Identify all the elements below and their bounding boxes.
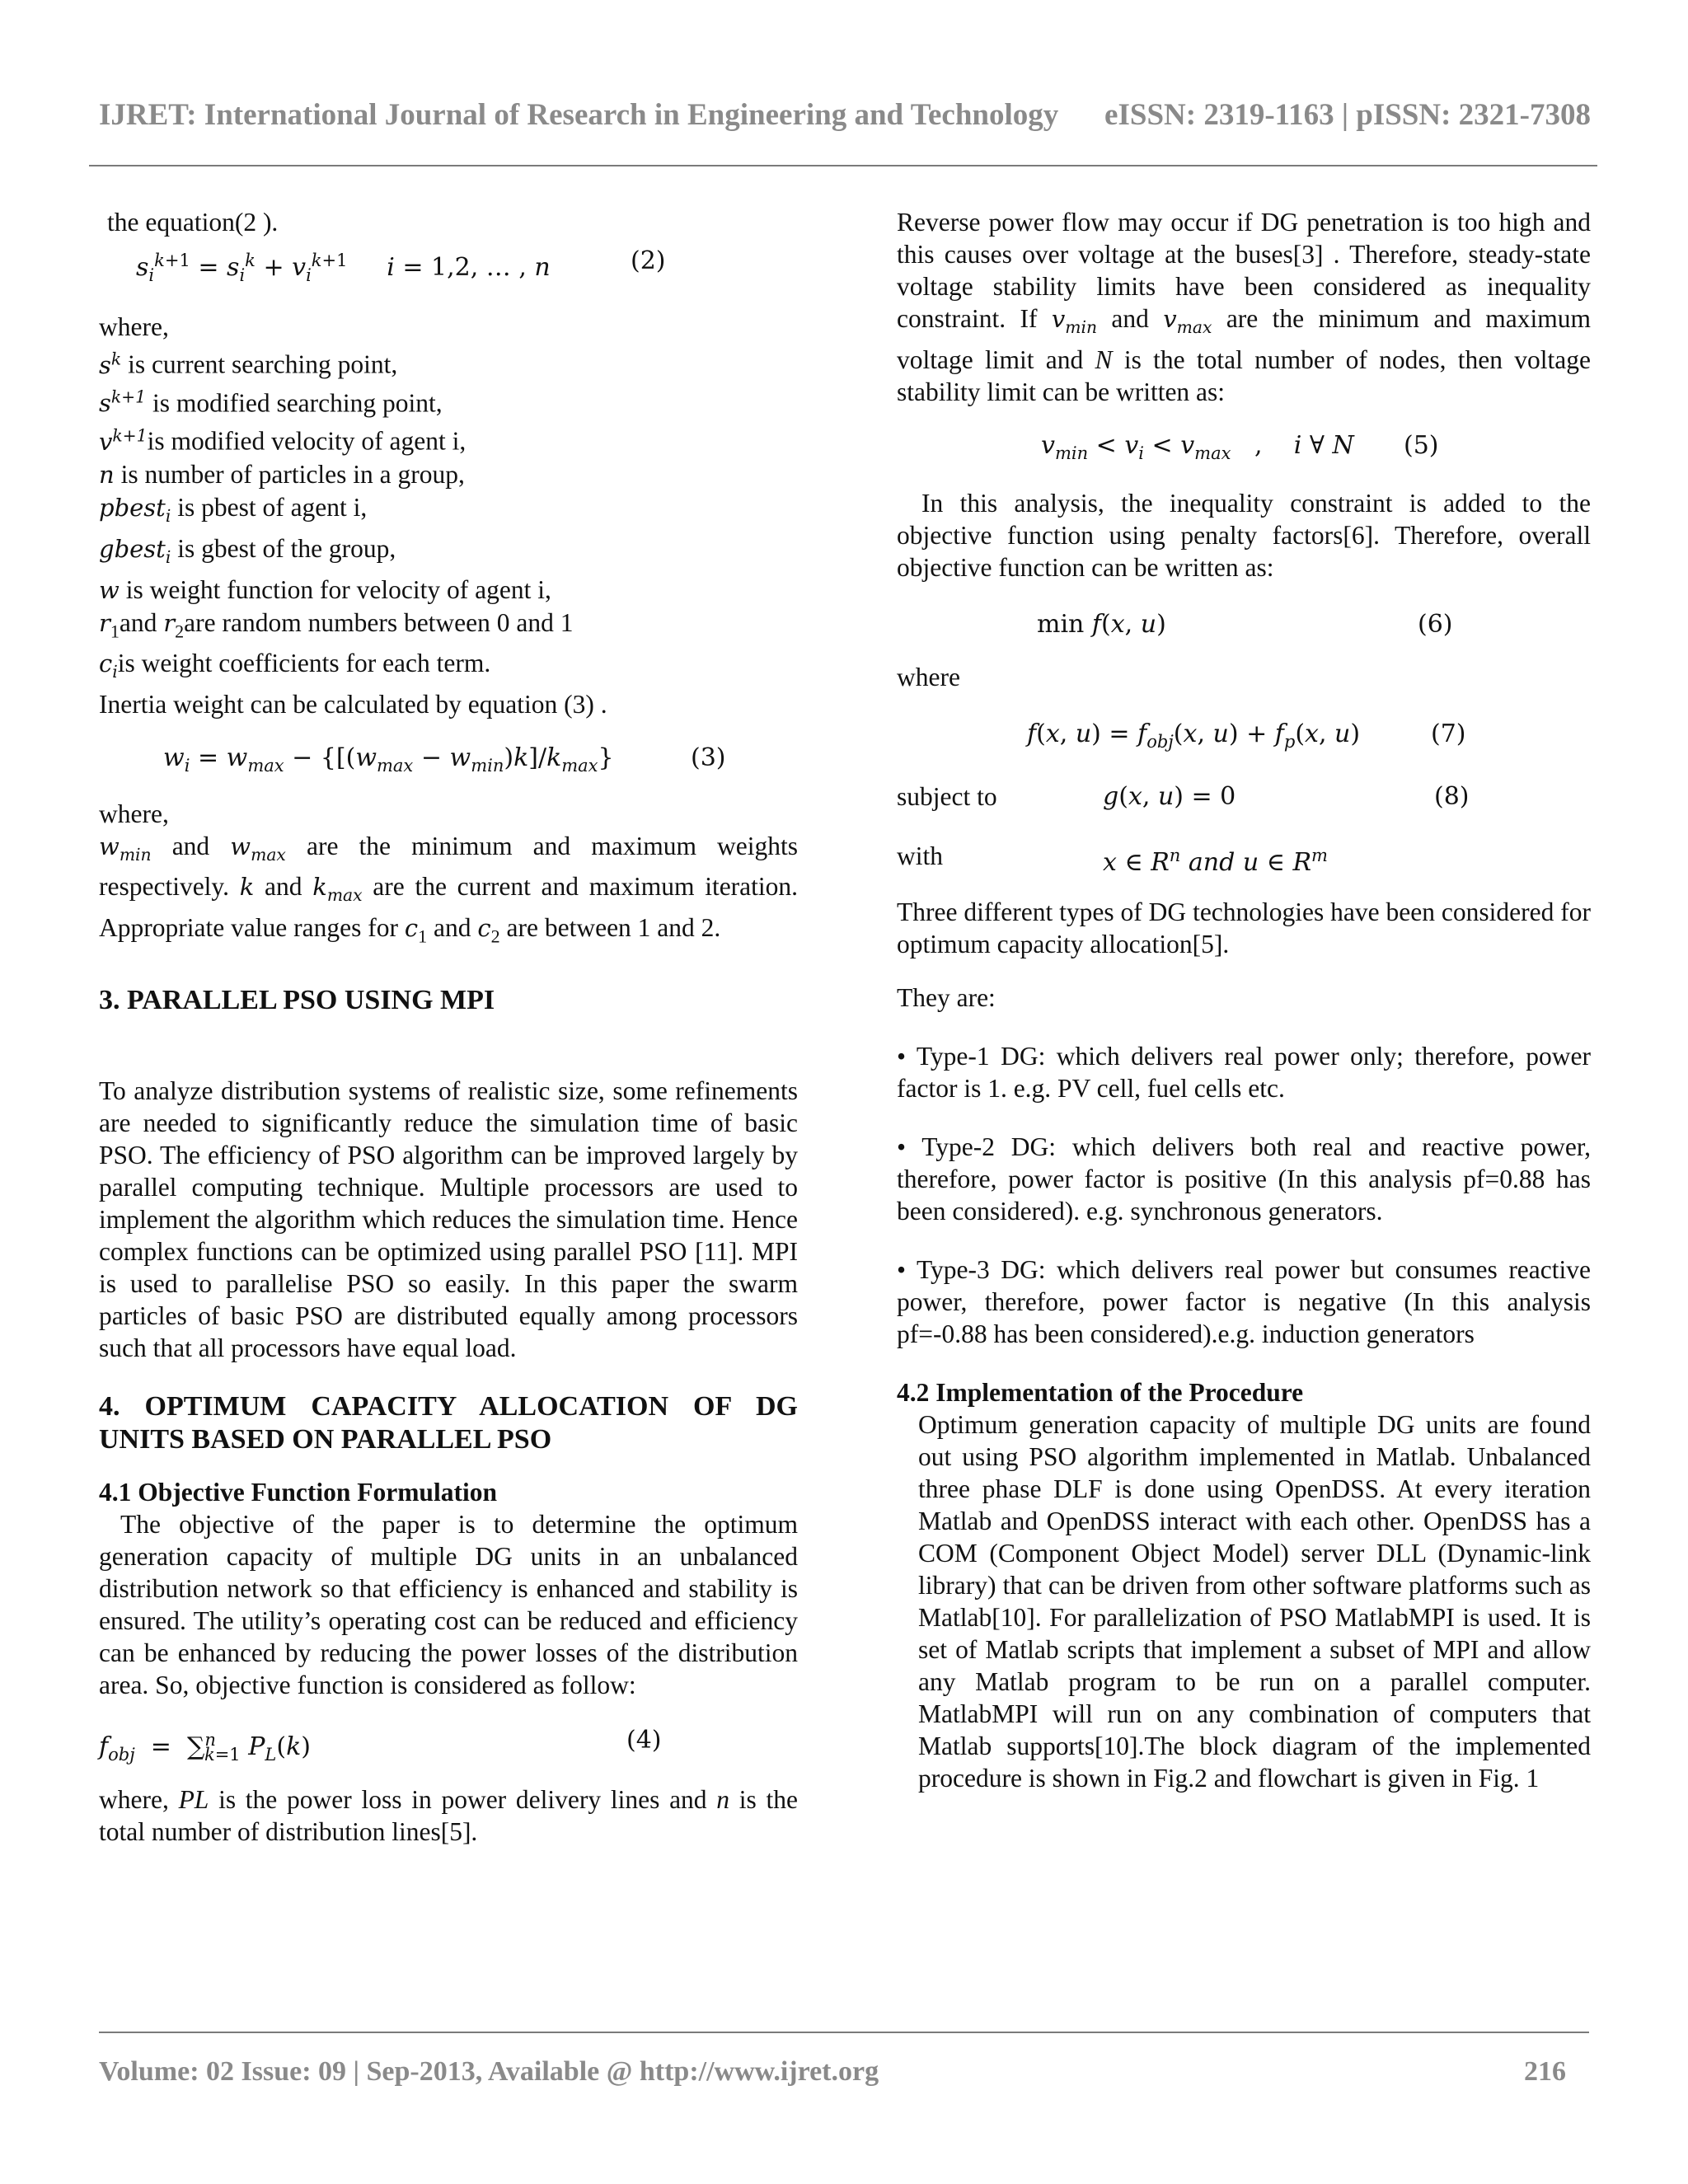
equation-7-number: (7)	[1431, 719, 1466, 748]
def-v-k1: $v^{k+1}is$ modified velocity of agent i,	[99, 425, 467, 456]
with-label: with	[897, 841, 944, 870]
equation-8-number: (8)	[1434, 781, 1470, 811]
header-rule	[89, 165, 1597, 166]
running-header	[99, 97, 1591, 133]
equation-3-number: (3)	[691, 743, 726, 772]
equation-2-expr: $s_i^{k+1} = s_i^k + v_i^{k+1}$ i = 1,2, … , n	[136, 251, 551, 285]
def-c: $c_iis$ weight coefficients for each term.	[99, 648, 491, 682]
section-3-title: 3. PARALLEL PSO USING MPI	[99, 984, 495, 1015]
bullet-type-1: • Type-1 DG: which delivers real power only; therefore, power factor is 1. e.g. PV cell, fuel cells etc.	[897, 1041, 1591, 1103]
domain-line	[897, 840, 1591, 876]
where-label-right: where	[897, 662, 960, 691]
equation-3	[99, 742, 798, 778]
equation-7	[897, 718, 1591, 754]
page-footer	[99, 2056, 1566, 2088]
bullet-type-2: • Type-2 DG: which delivers both real and reactive power, therefore, power factor is positive (In this analysis pf=0.88 has been considered). e.g. synchronous generators.	[897, 1132, 1591, 1226]
section-3-paragraph: To analyze distribution systems of realistic size, some refinements are needed to significantly reduce the simulation time of basic PSO. The efficiency of PSO algorithm can be improved largely by parallel computing technique. Multiple processors are used to implement the algorithm which reduces the simulation time. Hence complex functions can be optimized using parallel PSO [11]. MPI is used to parallelise PSO so easily. In this paper the swarm particles of basic PSO are distributed equally among processors such that all processors have equal load.	[99, 1076, 798, 1362]
def-s-k1: $s^{k+1}$ is modified searching point,	[99, 387, 443, 418]
def-gbest: gbest$_i$ is gbest of the group,	[99, 533, 396, 567]
equation-4-number: (4)	[626, 1725, 662, 1755]
def-n: n is number of particles in a group,	[99, 459, 465, 489]
section-4-title: 4. OPTIMUM CAPACITY ALLOCATION OF DG UNITS BASED ON PARALLEL PSO	[99, 1390, 798, 1455]
def-pbest: pbest$_i$ is pbest of agent i,	[99, 492, 368, 526]
subsection-4-1-paragraph: The objective of the paper is to determine the optimum generation capacity of multiple DG units in an unbalanced distribution network so that efficiency is enhanced and stability is ensured. The utility’s operating cost can be reduced and efficiency can be enhanced by reducing the power losses of the distribution area. So, objective function is considered as follow:	[99, 1509, 798, 1699]
equation-7-expr: f(x, $u) = f_{obj}(x$, $u) + f_p(x$, u)	[1027, 719, 1361, 752]
footer-volume-info: Volume: 02 Issue: 09 | Sep-2013, Available @ http://www.ijret.org	[99, 2056, 879, 2087]
equation-2	[99, 245, 798, 285]
journal-title: IJRET: International Journal of Research in Engineering and Technology	[99, 98, 1059, 132]
equation-4-expr: $f_{obj} = \sum^n_{k=1}$ $P_L(k)$	[99, 1729, 311, 1765]
inertia-line: Inertia weight can be calculated by equation (3) .	[99, 689, 607, 719]
where-label-2: where,	[99, 799, 169, 828]
pl-paragraph: where, PL is the power loss in power delivery lines and n is the total number of distribution lines[5].	[99, 1784, 799, 1846]
voltage-paragraph: Reverse power flow may occur if DG penetration is too high and this causes over voltage at the buses[3] . Therefore, steady-state voltage stability limits have been considered as inequality constraint. If $v_{min}$ and $v_{max}$ are the minimum and maximum voltage limit and N is the total number of nodes, then voltage stability limit can be written as:	[897, 208, 1592, 406]
right-column	[897, 206, 1591, 1794]
equation-5-expr: $v_{min} < v_i < v_{max}$ , i ∀ N	[1041, 430, 1354, 463]
equation-5	[897, 429, 1591, 466]
bullet-type-3: • Type-3 DG: which delivers real power but consumes reactive power, therefore, power factor is negative (In this analysis pf=-0.88 has been considered).e.g. induction generators	[897, 1254, 1591, 1348]
equation-6-number: (6)	[1418, 609, 1453, 639]
equation-2-number: (2)	[631, 246, 666, 275]
dg-types-intro: Three different types of DG technologies have been considered for optimum capacity allocation[5].	[897, 897, 1591, 958]
subsection-4-2-title: 4.2 Implementation of the Procedure	[897, 1377, 1304, 1407]
def-s-k: $s^k$ is current searching point,	[99, 349, 398, 379]
page-number: 216	[1524, 2056, 1566, 2087]
they-are-label: They are:	[897, 982, 996, 1012]
subject-to-label: subject to	[897, 781, 997, 811]
footer-rule	[99, 2032, 1589, 2033]
subsection-4-2-paragraph: Optimum generation capacity of multiple DG units are found out using PSO algorithm implemented in Matlab. Unbalanced three phase DLF is done using OpenDSS. At every iteration Matlab and OpenDSS interact with each other. OpenDSS has a COM (Component Object Model) server DLL (Dynamic-link library) that can be driven from other software platforms such as Matlab[10]. For parallelization of PSO MatlabMPI is used. It is set of Matlab scripts that implement a subset of MPI and allow any Matlab program to be run on a parallel computer. MatlabMPI will run on any combination of computers that Matlab supports[10].The block diagram of the implemented procedure is shown in Fig.2 and flowchart is given in Fig. 1	[918, 1409, 1591, 1793]
where-label-1: where,	[99, 312, 169, 341]
equation-6	[897, 608, 1591, 644]
equation-4	[99, 1724, 798, 1765]
equation-8	[897, 780, 1591, 817]
equation-5-number: (5)	[1404, 430, 1439, 460]
penalty-paragraph: In this analysis, the inequality constraint is added to the objective function using penalty factors[6]. Therefore, overall objective function can be written as:	[897, 488, 1591, 582]
subsection-4-1-title: 4.1 Objective Function Formulation	[99, 1477, 497, 1507]
equation-8-expr: g(x, u) = 0	[1103, 781, 1236, 811]
def-w: w is weight function for velocity of agent i,	[99, 574, 551, 604]
issn-numbers: eISSN: 2319-1163 | pISSN: 2321-7308	[1104, 98, 1591, 132]
domain-expr: x ∈ $R^n$ and u ∈ $R^m$	[1103, 845, 1328, 877]
def-r: $r_1and$ $r_2are$ random numbers between 0 and 1	[99, 607, 574, 641]
intro-line: the equation(2 ).	[107, 208, 279, 237]
left-column	[99, 206, 798, 1848]
weights-paragraph: $w_{min}$ and $w_{max}$ are the minimum and maximum weights respectively. k and $k_{max}$ are the current and maximum iteration. Appropriate value ranges for $c_1$ and $c_2$ are between 1 and 2.	[99, 831, 799, 947]
equation-6-expr: min f(x, u)	[1037, 609, 1166, 639]
equation-3-expr: $w_i = w_{max} - \{[(w_{max} - w_{min})k]/k_{max}\}$	[163, 743, 614, 776]
